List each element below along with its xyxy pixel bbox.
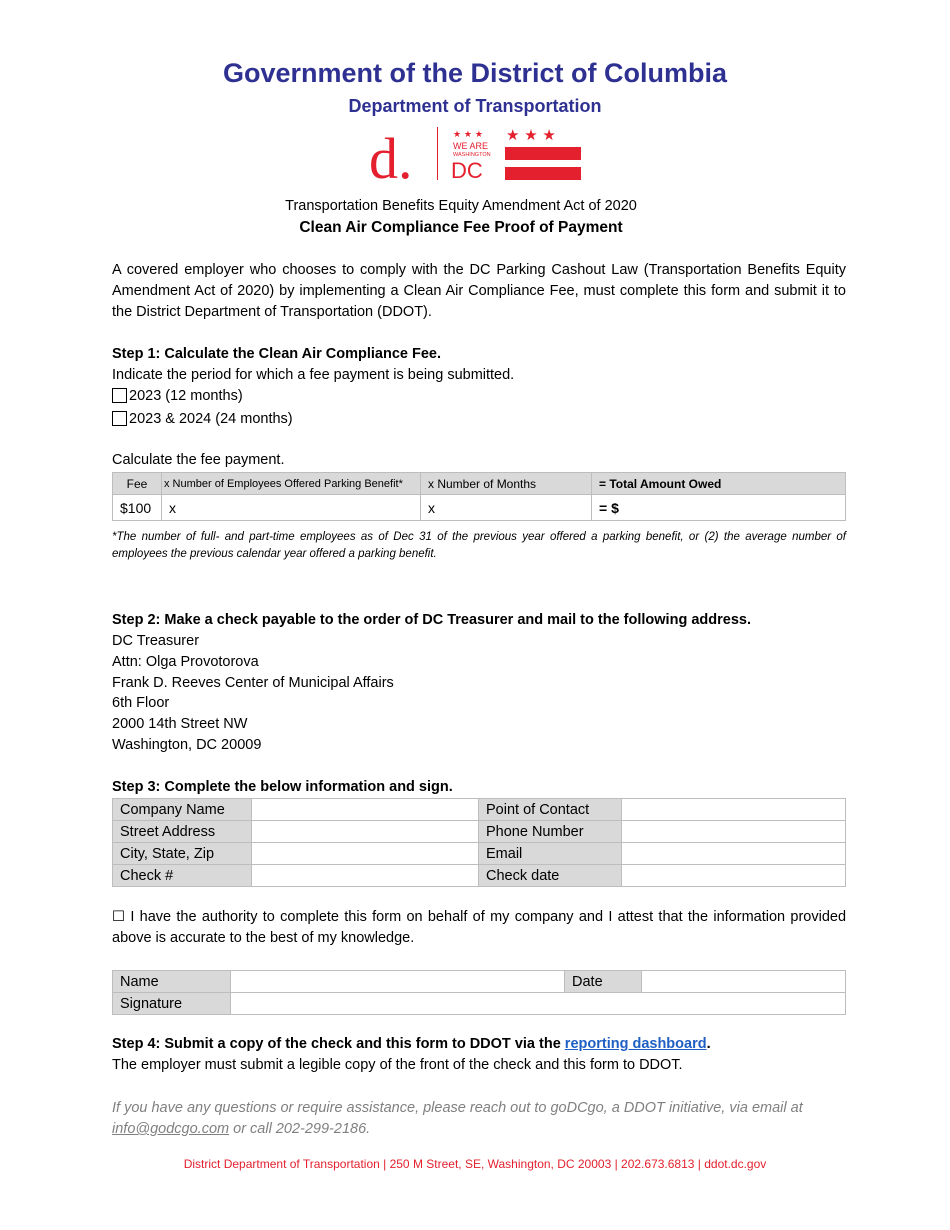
attestation-checkbox[interactable]: ☐ — [112, 909, 125, 925]
date-label: Date — [565, 971, 642, 993]
act-name: Transportation Benefits Equity Amendment Act of 2020 — [285, 198, 637, 214]
email-label: Email — [479, 843, 622, 865]
contact-text: If you have any questions or require assistance, please reach out to goDCgo, a DDOT initiative, via email at — [112, 1100, 803, 1116]
step2-heading: Step 2: Make a check payable to the order of DC Treasurer and mail to the following address. — [112, 612, 751, 628]
calc-label: Calculate the fee payment. — [112, 452, 285, 468]
intro-paragraph: A covered employer who chooses to comply with the DC Parking Cashout Law (Transportation Benefits Equity Amendment Act of 2020) by implementing a Clean Air Compliance Fee, must complete this form and submit it to the District Department of Transportation (DDOT). — [112, 262, 846, 320]
signature-field[interactable] — [231, 993, 846, 1015]
city-state-zip-label: City, State, Zip — [113, 843, 252, 865]
contact-paragraph — [112, 1098, 852, 1140]
months-input[interactable]: x — [421, 495, 592, 521]
reporting-dashboard-link[interactable]: reporting dashboard — [564, 1036, 707, 1052]
logo-divider — [437, 127, 438, 180]
contact-phone-text: or call 202-299-2186. — [233, 1121, 371, 1137]
address-line: DC Treasurer — [112, 633, 200, 649]
check-number-field[interactable] — [252, 865, 479, 887]
step4-heading-line — [112, 1034, 846, 1055]
step3-heading: Step 3: Complete the below information and sign. — [112, 779, 453, 795]
address-line: Washington, DC 20009 — [112, 737, 262, 753]
ddot-logo — [369, 127, 581, 180]
table-row — [113, 799, 846, 821]
step1-instruction: Indicate the period for which a fee payment is being submitted. — [112, 367, 515, 383]
name-label: Name — [113, 971, 231, 993]
table-row — [113, 971, 846, 993]
logo-stars-small: ★ ★ ★ — [453, 130, 483, 140]
point-of-contact-label: Point of Contact — [479, 799, 622, 821]
fee-value: $100 — [113, 495, 162, 521]
name-field[interactable] — [231, 971, 565, 993]
point-of-contact-field[interactable] — [622, 799, 846, 821]
employees-input[interactable]: x — [162, 495, 421, 521]
check-date-field[interactable] — [622, 865, 846, 887]
email-field[interactable] — [622, 843, 846, 865]
table-row — [113, 843, 846, 865]
date-field[interactable] — [642, 971, 846, 993]
company-name-field[interactable] — [252, 799, 479, 821]
step4-instruction: The employer must submit a legible copy of the front of the check and this form to DDOT. — [112, 1057, 683, 1073]
street-address-label: Street Address — [113, 821, 252, 843]
attestation-text: I have the authority to complete this form on behalf of my company and I attest that the information provided above is accurate to the best of my knowledge. — [112, 909, 847, 946]
option-2023-2024[interactable] — [112, 409, 846, 430]
address-line: 2000 14th Street NW — [112, 716, 248, 732]
check-number-label: Check # — [113, 865, 252, 887]
step4-period: . — [706, 1036, 711, 1052]
checkbox-2023[interactable] — [112, 388, 127, 403]
step1-heading: Step 1: Calculate the Clean Air Compliance Fee. — [112, 346, 442, 362]
fee-table-row — [113, 495, 846, 521]
option-2023[interactable] — [112, 386, 846, 407]
step4-heading: Step 4: Submit a copy of the check and this form to DDOT via the — [112, 1036, 561, 1052]
street-address-field[interactable] — [252, 821, 479, 843]
address-line: Attn: Olga Provotorova — [112, 654, 259, 670]
attestation — [112, 907, 846, 949]
signature-table — [112, 970, 846, 1015]
fee-table-header — [113, 473, 846, 495]
logo-we-are: WE ARE — [453, 141, 489, 151]
company-info-table — [112, 798, 846, 887]
phone-number-label: Phone Number — [479, 821, 622, 843]
flag-stripe-2 — [505, 167, 581, 180]
table-row — [113, 865, 846, 887]
form-title: Clean Air Compliance Fee Proof of Payment — [299, 219, 623, 236]
employees-header: x Number of Employees Offered Parking Benefit* — [162, 473, 421, 495]
flag-stars: ★ ★ ★ — [506, 127, 556, 144]
fee-footnote: *The number of full- and part-time employees as of Dec 31 of the previous year offered a parking benefit, or (2) the average number of employees the previous calendar year offered a parking benefit. — [112, 531, 846, 560]
company-name-label: Company Name — [113, 799, 252, 821]
city-state-zip-field[interactable] — [252, 843, 479, 865]
contact-email-link[interactable]: info@godcgo.com — [112, 1121, 230, 1137]
government-title: Government of the District of Columbia — [222, 58, 728, 88]
address-line: Frank D. Reeves Center of Municipal Affairs — [112, 675, 394, 691]
total-input[interactable]: = $ — [592, 495, 846, 521]
check-date-label: Check date — [479, 865, 622, 887]
fee-table — [112, 472, 846, 521]
option-2023-2024-label: 2023 & 2024 (24 months) — [129, 411, 293, 427]
department-title: Department of Transportation — [348, 96, 602, 116]
table-row — [113, 821, 846, 843]
logo-dc: DC — [451, 158, 483, 180]
logo-d-letter: d. — [369, 127, 413, 180]
logo-washington: WASHINGTON — [453, 152, 491, 158]
table-row — [113, 993, 846, 1015]
phone-number-field[interactable] — [622, 821, 846, 843]
checkbox-2023-2024[interactable] — [112, 411, 127, 426]
signature-label: Signature — [113, 993, 231, 1015]
flag-stripe-1 — [505, 147, 581, 160]
fee-header: Fee — [113, 473, 162, 495]
option-2023-label: 2023 (12 months) — [129, 388, 243, 404]
address-line: 6th Floor — [112, 695, 170, 711]
months-header: x Number of Months — [421, 473, 592, 495]
page-footer: District Department of Transportation | 250 M Street, SE, Washington, DC 20003 | 202.673.6813 | ddot.dc.gov — [183, 1157, 767, 1171]
total-header: = Total Amount Owed — [592, 473, 846, 495]
